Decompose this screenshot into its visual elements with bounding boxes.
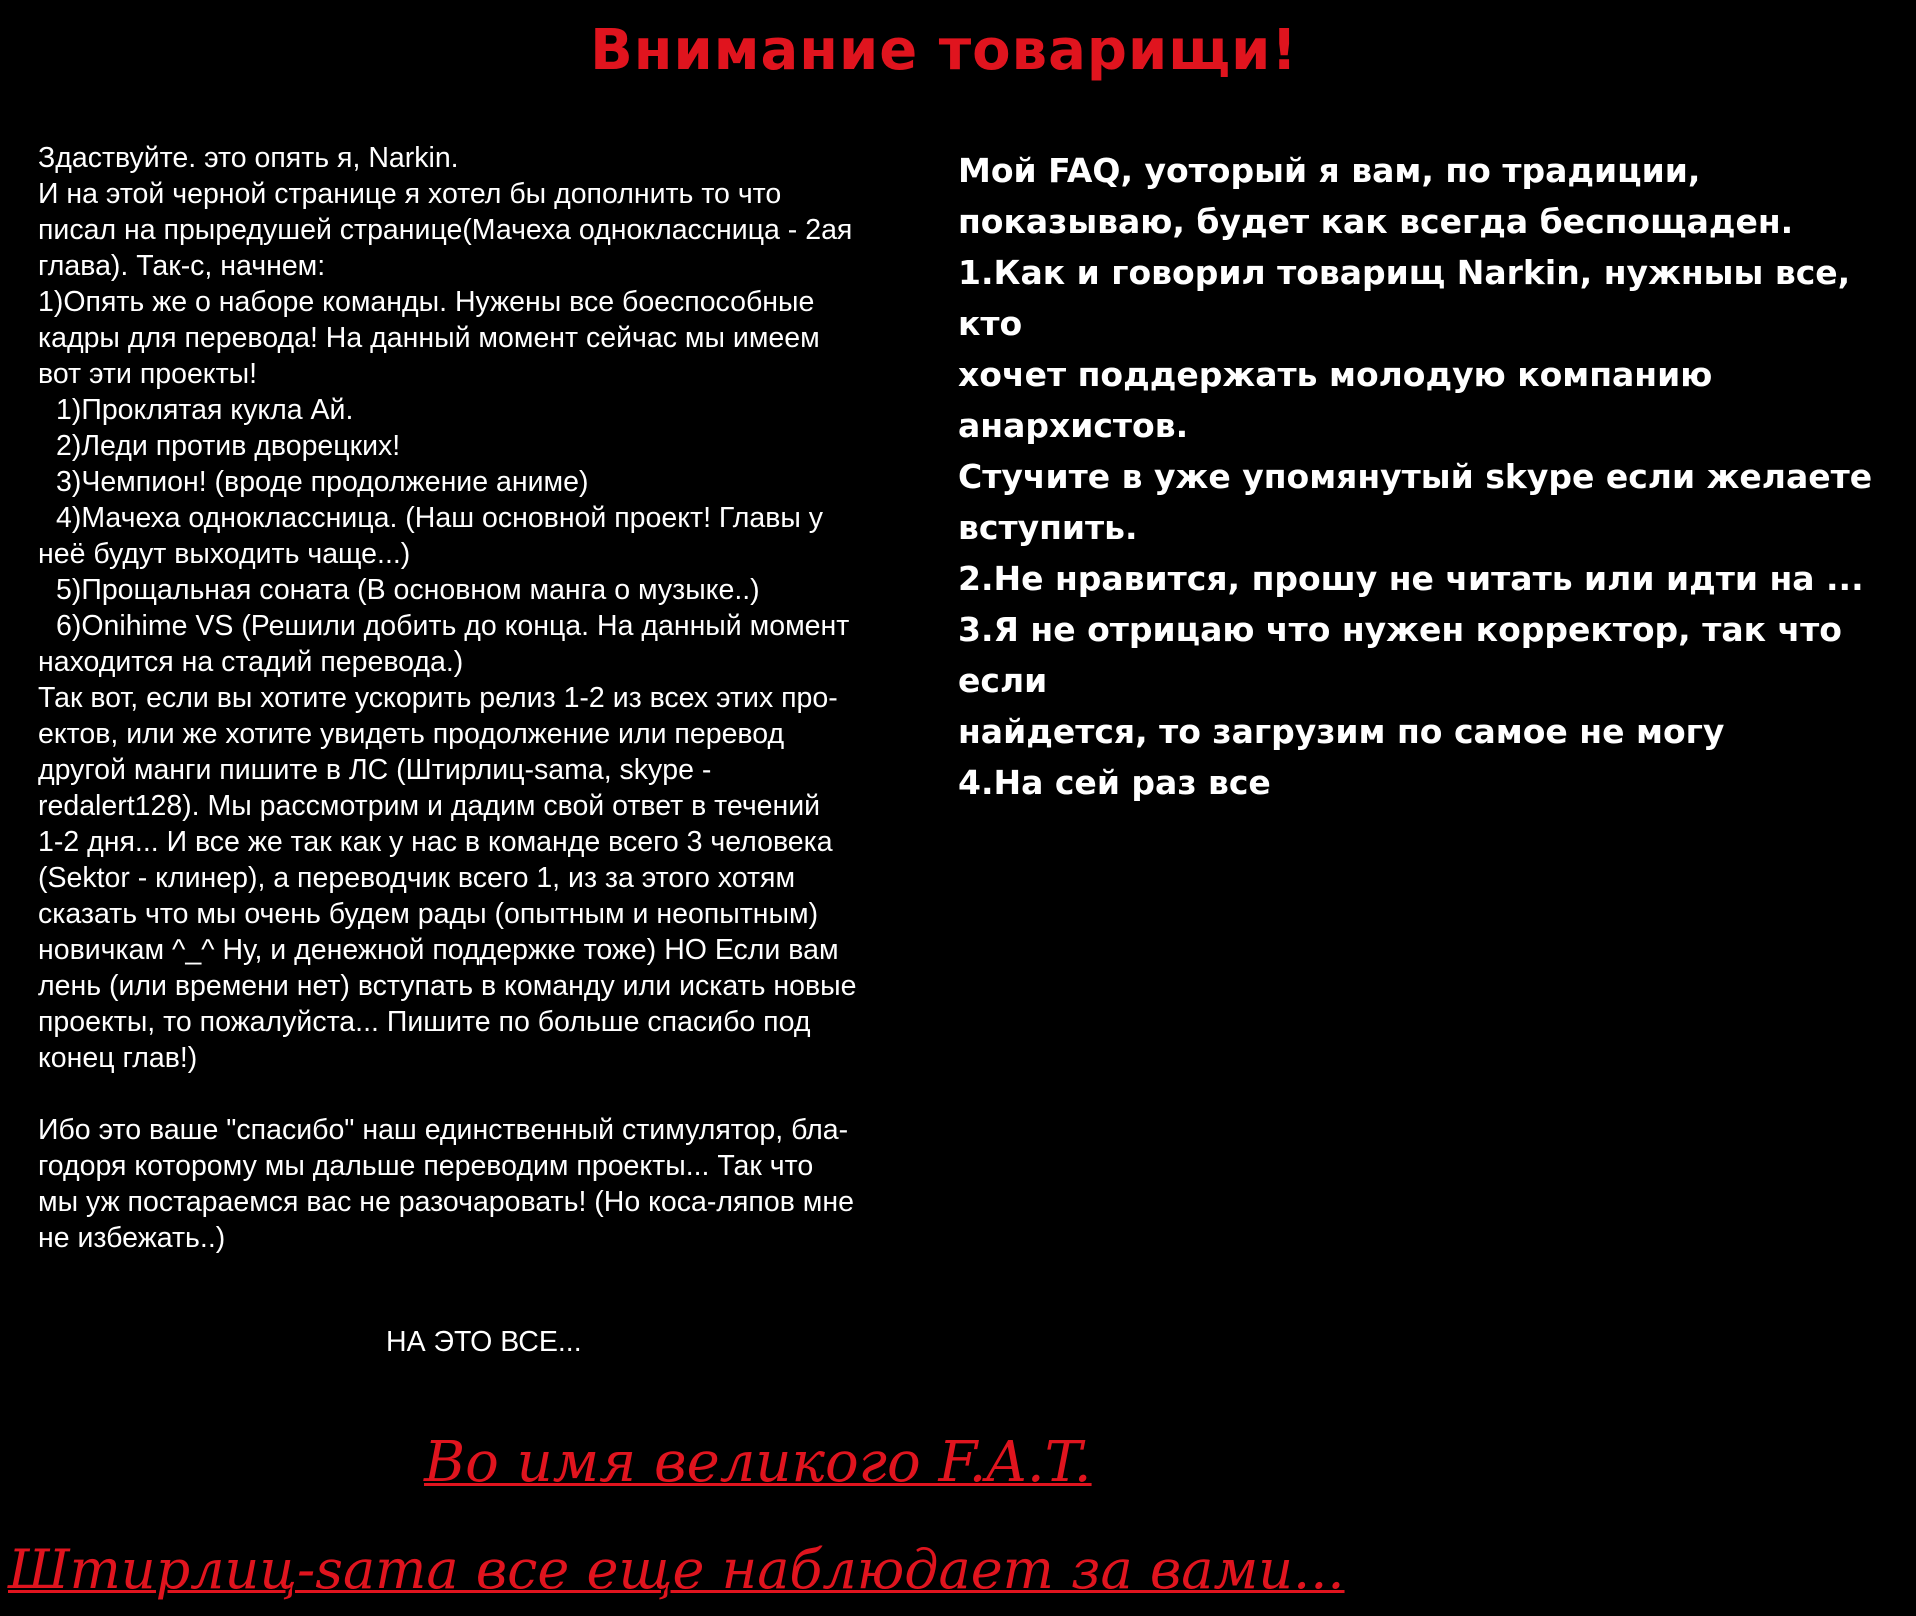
project-item: 4)Мачеха одноклассница. (Наш основной проект! Главы у (56, 502, 824, 534)
project-item-continuation: находится на стадий перевода.) (38, 646, 464, 678)
faq-line: показываю, будет как всегда беспощаден. (958, 202, 1794, 241)
body-line: сказать что мы очень будем рады (опытным и неопытным) (38, 898, 819, 930)
intro-line: 1)Опять же о наборе команды. Нужены все боеспособные (38, 286, 815, 318)
outro-line: Ибо это ваше "спасибо" наш единственный стимулятор, бла- (38, 1114, 849, 1146)
intro-line: кадры для перевода! На данный момент сейчас мы имеем (38, 322, 820, 354)
faq-line: вступить. (958, 508, 1138, 547)
closing-text: НА ЭТО ВСЕ... (386, 1326, 582, 1358)
faq-line: Мой FAQ, уоторый я вам, по традиции, (958, 151, 1701, 190)
body-line: проекты, то пожалуйста... Пишите по больше спасибо под (38, 1006, 811, 1038)
faq-line: 1.Как и говорил товарищ Narkin, нужныы все, кто (958, 253, 1851, 343)
body-line: другой манги пишите в ЛС (Штирлиц-sama, skype - (38, 754, 712, 786)
project-item: 1)Проклятая кукла Ай. (56, 394, 354, 426)
left-announcement (38, 140, 938, 1256)
faq-line: хочет поддержать молодую компанию анархистов. (958, 355, 1713, 445)
intro-line: И на этой черной странице я хотел бы дополнить то что (38, 178, 782, 210)
intro-line: глава). Так-с, начнем: (38, 250, 326, 282)
faq-line: 3.Я не отрицаю что нужен корректор, так что если (958, 610, 1842, 700)
outro-line: годоря которому мы дальше переводим проекты... Так что (38, 1150, 814, 1182)
body-line: Так вот, если вы хотите ускорить релиз 1-2 из всех этих про- (38, 682, 838, 714)
page-title: Внимание товарищи! (590, 18, 1298, 83)
faq-line: найдется, то загрузим по самое не могу (958, 712, 1725, 751)
paragraph-gap (38, 1076, 938, 1112)
project-item: 5)Прощальная соната (В основном манга о музыке..) (56, 574, 760, 606)
intro-line: Здаствуйте. это опять я, Narkin. (38, 142, 459, 174)
outro-line: не избежать..) (38, 1222, 226, 1254)
body-line: ектов, или же хотите увидеть продолжение или перевод (38, 718, 785, 750)
faq-line: Стучите в уже упомянутый skype если желаете (958, 457, 1873, 496)
faq-block (958, 145, 1908, 808)
faq-line: 2.Не нравится, прошу не читать или идти на ... (958, 559, 1864, 598)
outro-line: мы уж постараемся вас не разочаровать! (Но коса-ляпов мне (38, 1186, 854, 1218)
body-line: redalert128). Мы рассмотрим и дадим свой ответ в течений (38, 790, 821, 822)
intro-line: писал на прыредушей странице(Мачеха одноклассница - 2ая (38, 214, 853, 246)
body-line: 1-2 дня... И все же так как у нас в команде всего 3 человека (38, 826, 833, 858)
motto-watching: Штирлиц-sama все еще наблюдает за вами... (8, 1538, 1345, 1601)
intro-line: вот эти проекты! (38, 358, 258, 390)
body-line: лень (или времени нет) вступать в команду или искать новые (38, 970, 857, 1002)
project-item-continuation: неё будут выходить чаще...) (38, 538, 411, 570)
motto-fat: Во имя великого F.A.T. (424, 1430, 1092, 1495)
body-line: (Sektor - клинер), а переводчик всего 1, из за этого хотям (38, 862, 796, 894)
project-item: 6)Onihime VS (Решили добить до конца. На данный момент (56, 610, 850, 642)
faq-line: 4.На сей раз все (958, 763, 1271, 802)
project-item: 2)Леди против дворецких! (56, 430, 401, 462)
body-line: конец глав!) (38, 1042, 198, 1074)
project-item: 3)Чемпион! (вроде продолжение аниме) (56, 466, 589, 498)
body-line: новичкам ^_^ Ну, и денежной поддержке тоже) НО Если вам (38, 934, 839, 966)
